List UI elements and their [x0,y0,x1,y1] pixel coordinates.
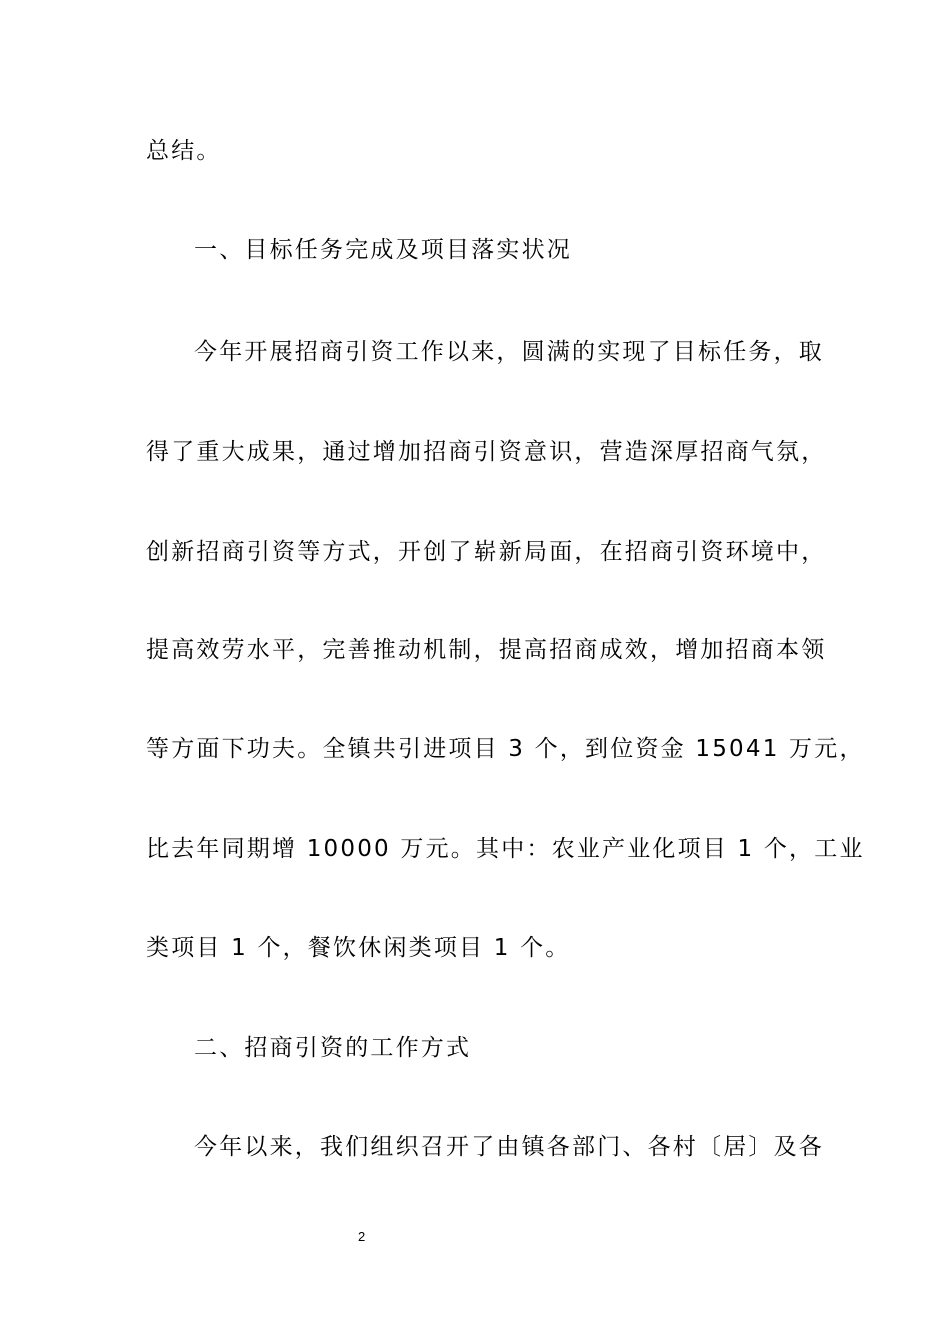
section-heading-2: 二、招商引资的工作方式 [194,1035,472,1061]
paragraph-line-4: 提高效劳水平，完善推动机制，提高招商成效，增加招商本领 [146,637,827,663]
paragraph-line-7: 类项目 1 个，餐饮休闲类项目 1 个。 [146,935,571,961]
page-number: 2 [358,1229,366,1244]
paragraph-line-1: 今年开展招商引资工作以来，圆满的实现了目标任务，取 [194,339,824,365]
paragraph-line-6: 比去年同期增 10000 万元。其中：农业产业化项目 1 个，工业 [146,836,865,862]
paragraph-line-3: 创新招商引资等方式，开创了崭新局面，在招商引资环境中， [146,539,827,565]
text-line-1: 总结。 [146,138,222,164]
paragraph-line-5: 等方面下功夫。全镇共引进项目 3 个，到位资金 15041 万元， [146,736,865,762]
section-heading-1: 一、目标任务完成及项目落实状况 [194,237,572,263]
paragraph-line-2: 得了重大成果，通过增加招商引资意识，营造深厚招商气氛， [146,439,827,465]
paragraph-line-8: 今年以来，我们组织召开了由镇各部门、各村〔居〕及各 [194,1134,824,1160]
